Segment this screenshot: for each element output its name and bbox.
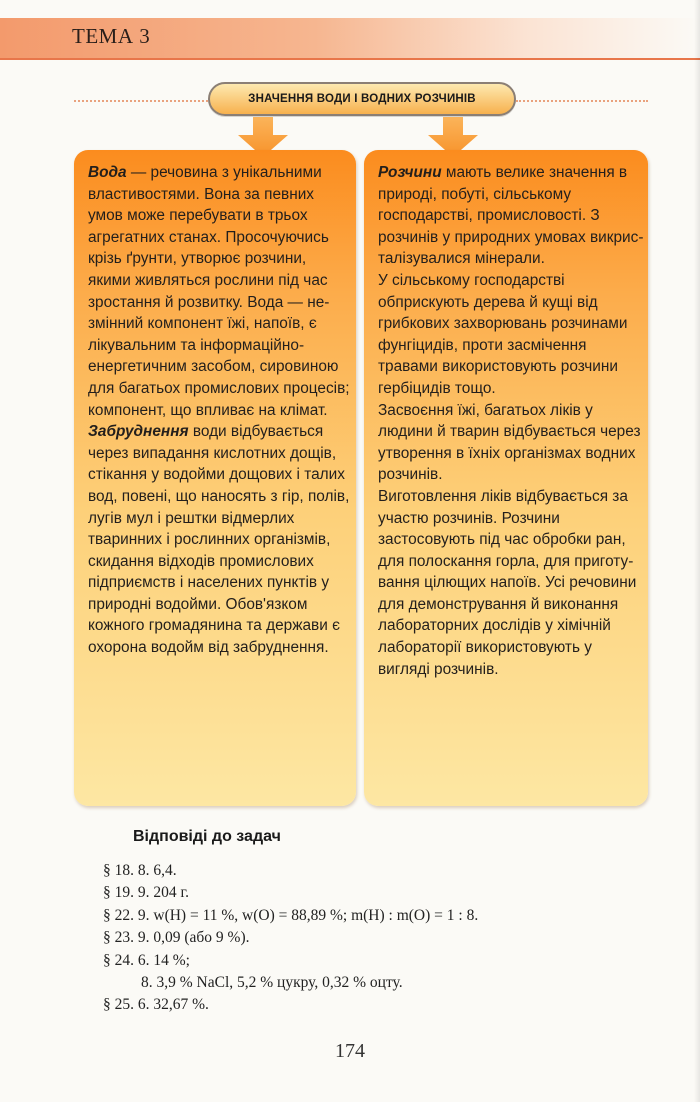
answer-line: § 24. 6. 14 %; <box>103 951 190 969</box>
answer-line: § 23. 9. 0,09 (або 9 %). <box>103 929 250 947</box>
answer-line: § 22. 9. w(H) = 11 %, w(O) = 88,89 %; m(H) : m(O) = 1 : 8. <box>103 906 479 924</box>
dotted-line-right <box>516 100 648 102</box>
water-info-box <box>74 150 356 806</box>
term-water: Вода <box>88 164 127 181</box>
answers-list <box>103 860 478 1017</box>
pollution-description: води відбувається через випадання кислотних дощів, стікання у водойми дощових і талих вод, повені, що наносять з гір, полів, лугів мул і рештки відмерлих тваринних і рослинних організмів, скидання відходів промислових підприємств і населених пунктів у природні водойми. Обов'язком кожного громадянина та держави є охорона водойм від забруднення. <box>88 423 350 657</box>
section-banner-title: ЗНАЧЕННЯ ВОДИ І ВОДНИХ РОЗЧИНІВ <box>248 93 476 105</box>
term-solutions: Розчини <box>378 164 442 181</box>
page-number: 174 <box>335 1040 365 1062</box>
dotted-line-left <box>74 100 208 102</box>
answer-line: § 19. 9. 204 г. <box>103 884 189 902</box>
topic-title: ТЕМА 3 <box>72 24 151 48</box>
answer-line: 8. 3,9 % NaCl, 5,2 % цукру, 0,32 % оцту. <box>141 974 403 992</box>
section-banner <box>208 82 516 116</box>
agriculture-paragraph: У сільському господарстві обприскують дерева й кущі від грибкових захворювань розчинами фунгіцидів, проти засмічення травами використовують розчини гербіцидів тощо. <box>378 271 628 397</box>
water-paragraph <box>88 162 352 421</box>
pollution-paragraph <box>88 421 352 659</box>
solutions-paragraph <box>378 162 644 270</box>
solutions-info-box <box>364 150 648 806</box>
page-edge-shadow <box>694 0 700 1102</box>
answer-line: § 18. 8. 6,4. <box>103 862 177 879</box>
water-info-text <box>88 162 352 659</box>
header-divider <box>0 58 700 60</box>
digestion-paragraph: Засвоєння їжі, багатьох ліків у людини й тварин відбувається через утворення в їхніх організмах водних розчинів. <box>378 401 641 484</box>
solutions-info-text <box>378 162 644 680</box>
answers-heading: Відповіді до задач <box>133 828 281 845</box>
solutions-description: мають велике значення в природі, побуті, сільському господарстві, промисловості. З розчинів у природних умовах викристалізувалися мінерали. <box>378 164 644 268</box>
medicine-paragraph: Виготовлення ліків відбувається за участю розчинів. Розчини застосовують під час обробки ран, для полоскання горла, для приготування цілющих напоїв. Усі речовини для демонстрування й виконання лабораторних дослідів у хімічній лабораторії використовують у вигляді розчинів. <box>378 487 637 678</box>
answer-line: § 25. 6. 32,67 %. <box>103 996 209 1014</box>
term-pollution: Забруднення <box>88 423 189 441</box>
water-description: — речовина з унікальними властивостями. Вона за певних умов може перебувати в трьох агрегатних станах. Просочуючись крізь ґрунти, утворює розчини, якими живляться рослини під час зростання й розвитку. Вода — незмінний компонент їжі, напоїв, є лікувальним та інформаційно-енергетичним засобом, сировиною для багатьох промислових процесів; компонент, що впливає на клімат. <box>88 164 350 419</box>
